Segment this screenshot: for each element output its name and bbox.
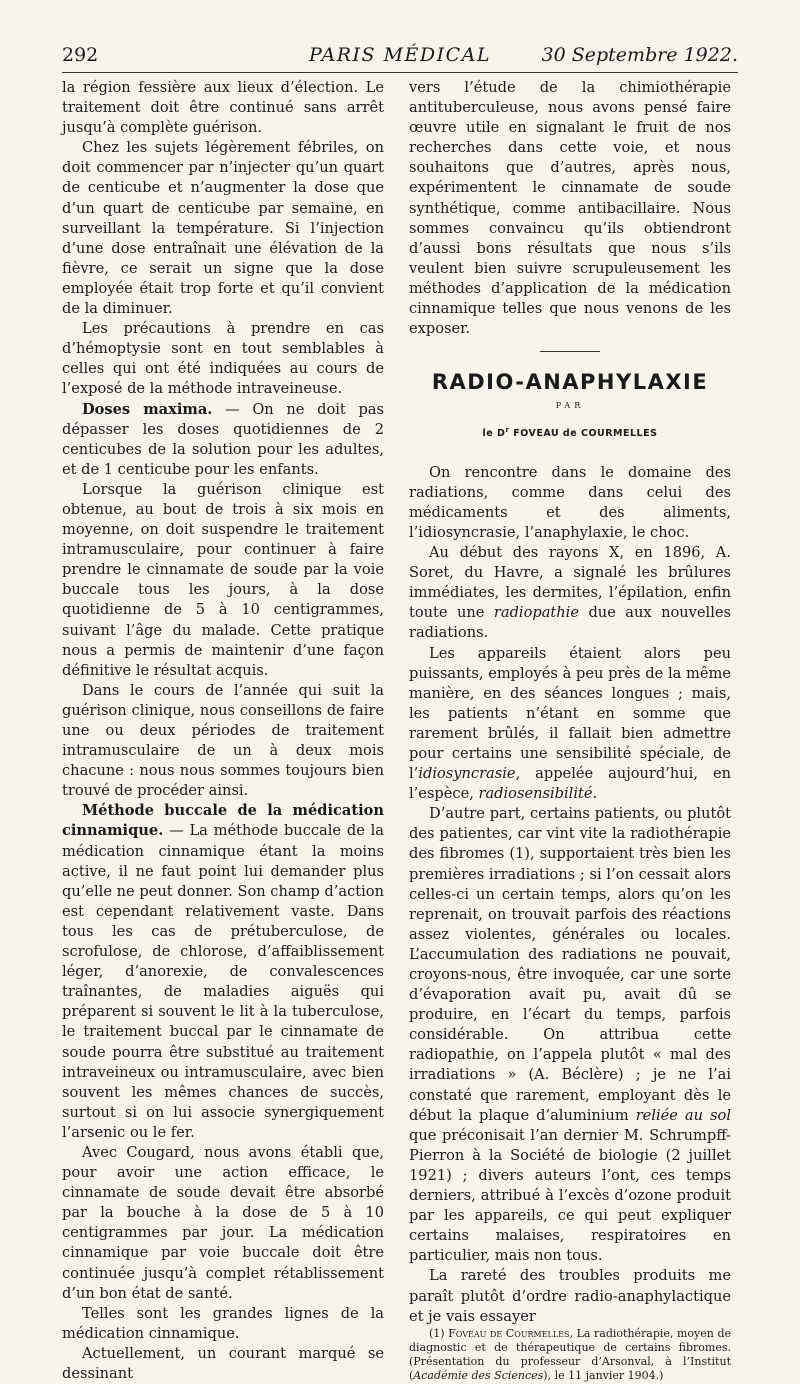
paragraph: La rareté des troubles produits me paraît plutôt d’ordre radio-anaphylactique et je vais essayer [409, 1267, 731, 1325]
paragraph: Dans le cours de l’année qui suit la guérison clinique, nous conseillons de faire une ou deux périodes de traitement intramusculaire de un à deux mois chacune : nous nous sommes toujours bien trouvé de procéder ainsi. [62, 681, 384, 800]
byline-par: PAR [555, 401, 585, 411]
journal-title: PARIS MÉDICAL [308, 44, 492, 66]
paragraph [409, 543, 731, 643]
text: ), le 11 janvier 1904.) [543, 1368, 664, 1382]
paragraph: Actuellement, un courant marqué se dessinant [62, 1344, 384, 1382]
section-heading: Doses maxima. [82, 400, 213, 418]
paragraph [409, 804, 731, 1266]
author-byline [409, 420, 731, 444]
text: , appelée aujourd’hui, en l’espèce, [409, 765, 731, 803]
author-prefix: le D [482, 428, 506, 440]
header-rule [62, 72, 738, 73]
paragraph: la région fessière aux lieux d’élection. Le traitement doit être continué sans arrêt jusqu’à complète guérison. [62, 79, 384, 137]
paragraph [62, 400, 384, 480]
footnote-author: Foveau de Courmelles [448, 1326, 570, 1340]
text: Les appareils étaient alors peu puissants, employés à peu près de la même manière, en des séances longues ; mais, les patients n’étant en somme que rarement brûlés, il fallait bien admettre pour certains une sensibilité spéciale, de l’ [409, 644, 731, 783]
issue-date: 30 Septembre 1922. [541, 44, 738, 66]
paragraph: Chez les sujets légèrement fébriles, on doit commencer par n’injecter qu’un quart de centicube et n’augmenter la dose que d’un quart de centicube par semaine, en surveillant la température. Si l’injection d’une dose entraînait une élévation de la fièvre, ce serait un signe que la dose employée était trop forte et qu’il convient de la diminuer. [62, 139, 384, 318]
italic-text: Académie des Sciences [413, 1368, 544, 1382]
footnote-number: (1) [429, 1326, 449, 1340]
text: , La radiothérapie, moyen de diagnostic et de thérapeutique de certains fibromes. (Présentation du professeur d’Arsonval, à l’Institut ( [409, 1326, 732, 1382]
article-title: RADIO-ANAPHYLAXIE [431, 370, 709, 395]
page-number: 292 [62, 44, 99, 66]
italic-text: reliée au sol [635, 1106, 731, 1124]
italic-text: radiopathie [493, 604, 579, 622]
text: due aux nouvelles radiations. [409, 604, 731, 642]
italic-text: radiosensibilité [478, 785, 593, 803]
paragraph-text: — On ne doit pas dépasser les doses quotidiennes de 2 centicubes de la solution pour les adultes, et de 1 centicube pour les enfants. [62, 400, 384, 478]
article-separator [540, 351, 600, 352]
paragraph: Les précautions à prendre en cas d’hémoptysie sont en tout semblables à celles qui ont été indiquées au cours de l’exposé de la méthode intraveineuse. [62, 320, 384, 398]
section-heading: Méthode buccale de la médication cinnamique. [62, 802, 384, 840]
text: D’autre part, certains patients, ou plutôt des patientes, car vint vite la radiothérapie des fibromes (1), supportaient très bien les premières irradiations ; si l’on cessait alors celles-ci un certain temps, alors qu’on les reprenait, on trouvait parfois des réactions assez violentes, générales ou locales. L’accumulation des radiations ne pouvait, croyons-nous, être invoquée, car une sorte d’évaporation avait pu, avait dû se produire, en l’écart du temps, parfois considérable. On attribua cette radiopathie, on l’appela plutôt « mal des irradiations » (A. Béclère) ; je ne l’ai constaté que rarement, employant dès le début la plaque d’aluminium [409, 805, 731, 1124]
running-header [62, 44, 738, 74]
paragraph: On rencontre dans le domaine des radiations, comme dans celui des médicaments et des aliments, l’idiosyncrasie, l’anaphylaxie, le choc. [409, 463, 731, 541]
italic-text: idiosyncrasie [418, 765, 516, 783]
paragraph-text: — La méthode buccale de la médication cinnamique étant la moins active, il ne faut point lui demander plus qu’elle ne peut donner. Son champ d’action est cependant relativement vaste. Dans tous les cas de prétuberculose, de scrofulose, de chlorose, d’affaiblissement léger, d’anorexie, de convalescences traînantes, de maladies aiguës qui préparent si souvent le lit à la tuberculose, le traitement buccal par le cinnamate de soude pourra être substitué au traitement intraveineux ou intramusculaire, avec bien souvent les mêmes chances de succès, surtout si on lui associe synergiquement l’arsenic ou le fer. [62, 822, 384, 1141]
author-name: FOVEAU de COURMELLES [509, 428, 658, 440]
right-column [409, 78, 731, 1383]
footnote [409, 1327, 731, 1383]
left-column [62, 78, 384, 1384]
paragraph: Avec Cougard, nous avons établi que, pour avoir une action efficace, le cinnamate de soude devait être absorbé par la bouche à la dose de 5 à 10 centigrammes par jour. La médication cinnamique par voie buccale doit être continuée jusqu’à complet rétablissement d’un bon état de santé. [62, 1143, 384, 1302]
text: Au début des rayons X, en 1896, A. Soret, du Havre, a signalé les brûlures immédiates, les dermites, l’épilation, enfin toute une [409, 544, 731, 622]
text: . [592, 785, 598, 803]
author-sup: r [505, 426, 510, 435]
paragraph: vers l’étude de la chimiothérapie antituberculeuse, nous avons pensé faire œuvre utile en signalant le fruit de nos recherches dans cette voie, et nous souhaitons que d’autres, après nous, expérimentent le cinnamate de soude synthétique, comme antibacillaire. Nous sommes convaincu qu’ils obtiendront d’aussi bons résultats que nous s’ils veulent bien suivre scrupuleusement les méthodes d’application de la médication cinnamique telles que nous venons de les exposer. [409, 79, 731, 338]
paragraph [62, 801, 384, 1143]
paragraph: Telles sont les grandes lignes de la médication cinnamique. [62, 1304, 384, 1342]
text: que préconisait l’an dernier M. Schrumpff-Pierron à la Société de biologie (2 juillet 1921) ; divers auteurs l’ont, ces temps derniers, attribué à l’excès d’ozone produit par les appareils, ce qui peut expliquer certains malaises, respiratoires en particulier, mais non tous. [409, 1126, 731, 1265]
paragraph [409, 644, 731, 805]
paragraph: Lorsque la guérison clinique est obtenue, au bout de trois à six mois en moyenne, on doit suspendre le traitement intramusculaire, pour continuer à faire prendre le cinnamate de soude par la voie buccale tous les jours, à la dose quotidienne de 5 à 10 centigrammes, suivant l’âge du malade. Cette pratique nous a permis de maintenir d’une façon définitive le résultat acquis. [62, 480, 384, 679]
